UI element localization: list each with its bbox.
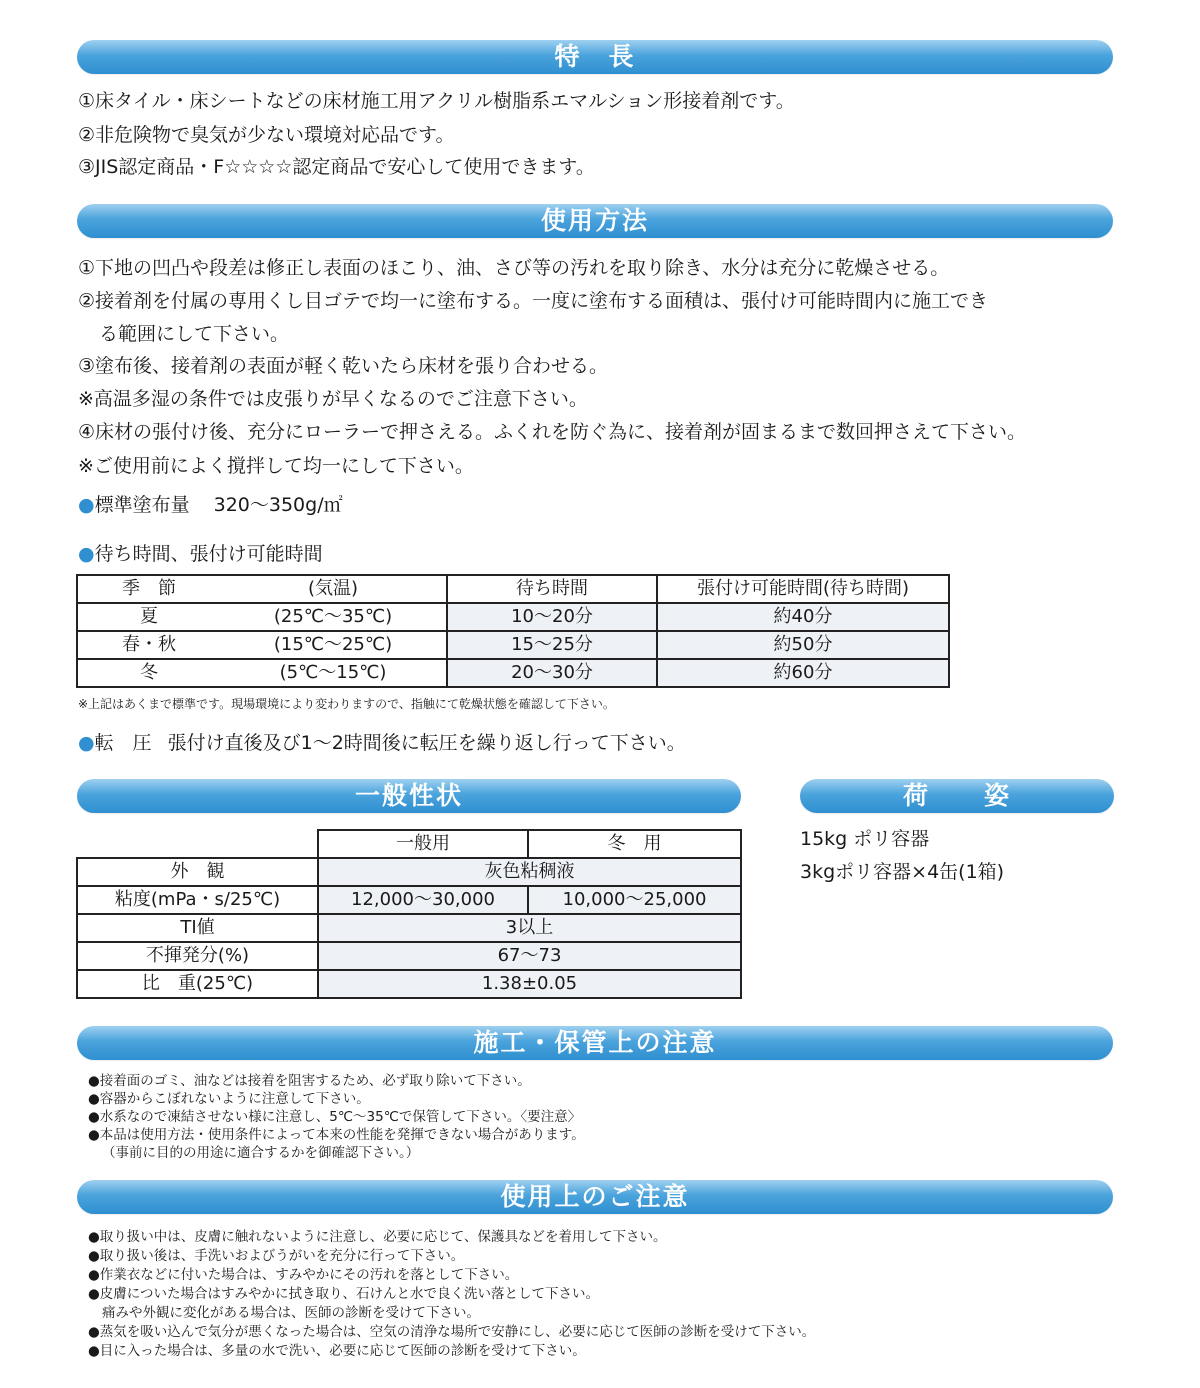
- packaging-item-1: 15kg ポリ容器: [800, 828, 930, 850]
- table-cell: (25℃～35℃): [220, 603, 447, 631]
- table-cell: 20～30分: [447, 659, 657, 687]
- properties-header-winter: 冬 用: [528, 830, 741, 858]
- handling-item-4: ●皮膚についた場合はすみやかに拭き取り、石けんと水で良く洗い落として下さい。: [88, 1286, 600, 1302]
- properties-label-nonvolatile: 不揮発分(%): [77, 942, 318, 970]
- properties-heading: 一般性状: [77, 779, 741, 813]
- properties-table: [76, 829, 742, 999]
- feature-item-3: ③JIS認定商品・F☆☆☆☆認定商品で安心して使用できます。: [78, 156, 595, 178]
- wait-title: [78, 543, 323, 565]
- handling-item-5: ●蒸気を吸い込んで気分が悪くなった場合は、空気の清浄な場所で安静にし、必要に応じて医師の診断を受けて下さい。: [88, 1324, 816, 1340]
- properties-label-appearance: 外 観: [77, 858, 318, 886]
- properties-value-gravity: 1.38±0.05: [318, 970, 741, 998]
- handling-item-1: ●取り扱い中は、皮膚に触れないように注意し、必要に応じて、保護具などを着用して下さい。: [88, 1229, 667, 1245]
- table-row: [77, 659, 949, 687]
- properties-label-gravity: 比 重(25℃): [77, 970, 318, 998]
- usage-note-2: ※ご使用前によく撹拌して均一にして下さい。: [78, 455, 474, 477]
- usage-item-1: ①下地の凹凸や段差は修正し表面のほこり、油、さび等の汚れを取り除き、水分は充分に乾燥させる。: [78, 257, 950, 279]
- rolling-bullet-icon: ●: [78, 732, 95, 754]
- feature-item-2: ②非危険物で臭気が少ない環境対応品です。: [78, 124, 455, 146]
- properties-value-viscosity-winter: 10,000～25,000: [528, 886, 741, 914]
- usage-item-3: ③塗布後、接着剤の表面が軽く乾いたら床材を張り合わせる。: [78, 355, 609, 377]
- properties-label-ti: TI値: [77, 914, 318, 942]
- storage-item-1: ●接着面のゴミ、油などは接着を阻害するため、必ず取り除いて下さい。: [88, 1073, 531, 1089]
- packaging-heading: 荷 姿: [800, 779, 1114, 813]
- table-row: [77, 942, 741, 970]
- table-cell: 約50分: [657, 631, 949, 659]
- rolling-line: [78, 732, 686, 754]
- table-row: [77, 575, 949, 603]
- handling-heading: 使用上のご注意: [77, 1180, 1113, 1214]
- wait-table: [76, 574, 950, 688]
- table-cell: 10～20分: [447, 603, 657, 631]
- usage-heading: 使用方法: [77, 204, 1113, 238]
- coverage-value: 320～350g/㎡: [213, 494, 343, 516]
- wait-note: ※上記はあくまで標準です。現場環境により変わりますので、指触にて乾燥状態を確認して下さい。: [78, 697, 615, 711]
- table-row: [77, 830, 741, 858]
- storage-item-3: ●水系なので凍結させない様に注意し、5℃～35℃で保管して下さい。〈要注意〉: [88, 1109, 582, 1125]
- properties-value-ti: 3以上: [318, 914, 741, 942]
- wait-title-text: 待ち時間、張付け可能時間: [94, 543, 323, 565]
- wait-header-open: 張付け可能時間(待ち時間): [657, 575, 949, 603]
- properties-value-appearance: 灰色粘稠液: [318, 858, 741, 886]
- table-cell: 夏: [77, 603, 220, 631]
- table-cell: [77, 830, 318, 858]
- table-row: [77, 631, 949, 659]
- storage-item-2: ●容器からこぼれないように注意して下さい。: [88, 1091, 370, 1107]
- table-row: [77, 970, 741, 998]
- usage-item-2-cont: る範囲にして下さい。: [99, 323, 290, 345]
- table-row: [77, 914, 741, 942]
- rolling-text: 張付け直後及び1～2時間後に転圧を繰り返し行って下さい。: [167, 732, 686, 754]
- table-cell: 春・秋: [77, 631, 220, 659]
- properties-header-general: 一般用: [318, 830, 528, 858]
- handling-item-2: ●取り扱い後は、手洗いおよびうがいを充分に行って下さい。: [88, 1248, 465, 1264]
- storage-item-5: （事前に目的の用途に適合するかを御確認下さい。）: [102, 1145, 420, 1161]
- wait-header-wait: 待ち時間: [447, 575, 657, 603]
- table-cell: 冬: [77, 659, 220, 687]
- features-heading: 特 長: [77, 40, 1113, 74]
- usage-note-1: ※高温多湿の条件では皮張りが早くなるのでご注意下さい。: [78, 388, 588, 410]
- usage-item-4: ④床材の張付け後、充分にローラーで押さえる。ふくれを防ぐ為に、接着剤が固まるまで数回押さえて下さい。: [78, 421, 1027, 443]
- handling-item-3: ●作業衣などに付いた場合は、すみやかにその汚れを落として下さい。: [88, 1267, 519, 1283]
- wait-header-season: 季 節: [77, 575, 220, 603]
- coverage-line: [78, 494, 343, 516]
- table-cell: (15℃～25℃): [220, 631, 447, 659]
- table-row: [77, 858, 741, 886]
- wait-header-temp: (気温): [220, 575, 447, 603]
- properties-label-viscosity: 粘度(mPa・s/25℃): [77, 886, 318, 914]
- table-row: [77, 603, 949, 631]
- rolling-label: 転 圧: [94, 732, 152, 754]
- properties-value-viscosity-general: 12,000～30,000: [318, 886, 528, 914]
- wait-bullet-icon: ●: [78, 543, 95, 565]
- table-cell: 約60分: [657, 659, 949, 687]
- table-cell: 約40分: [657, 603, 949, 631]
- coverage-bullet-icon: ●: [78, 494, 95, 516]
- handling-item-4-cont: 痛みや外観に変化がある場合は、医師の診断を受けて下さい。: [102, 1305, 480, 1321]
- feature-item-1: ①床タイル・床シートなどの床材施工用アクリル樹脂系エマルション形接着剤です。: [78, 90, 795, 112]
- table-cell: (5℃～15℃): [220, 659, 447, 687]
- table-row: [77, 886, 741, 914]
- packaging-item-2: 3kgポリ容器×4缶(1箱): [800, 861, 1005, 883]
- table-cell: 15～25分: [447, 631, 657, 659]
- coverage-label: 標準塗布量: [94, 494, 190, 516]
- usage-item-2: ②接着剤を付属の専用くし目ゴテで均一に塗布する。一度に塗布する面積は、張付け可能時間内に施工でき: [78, 290, 989, 312]
- handling-item-6: ●目に入った場合は、多量の水で洗い、必要に応じて医師の診断を受けて下さい。: [88, 1343, 586, 1359]
- properties-value-nonvolatile: 67～73: [318, 942, 741, 970]
- storage-item-4: ●本品は使用方法・使用条件によって本来の性能を発揮できない場合があります。: [88, 1127, 585, 1143]
- storage-heading: 施工・保管上の注意: [77, 1026, 1113, 1060]
